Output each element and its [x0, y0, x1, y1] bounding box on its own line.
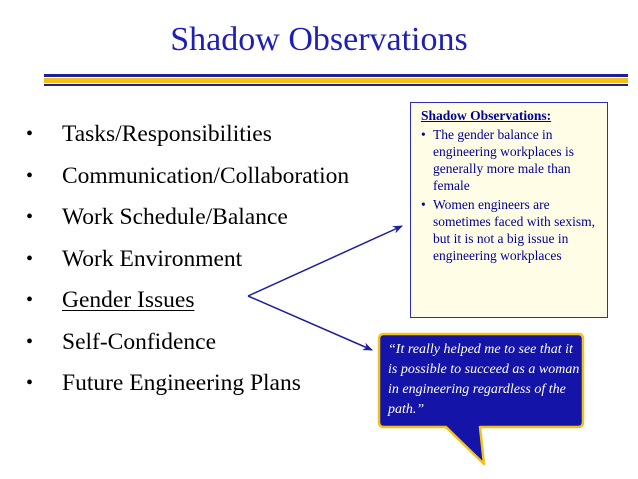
bullet-dot-icon: •: [26, 164, 34, 187]
observation-item: • The gender balance in engineering workplaces is generally more male than female: [421, 127, 574, 193]
bullet-item-gender-issues: • Gender Issues: [24, 282, 349, 324]
bullet-item: • Work Schedule/Balance: [24, 199, 349, 241]
bullet-dot-icon: •: [421, 197, 426, 212]
quote-text: “It really helped me to see that it is possible to succeed as a woman in engineering regardless of the path.”: [388, 342, 580, 417]
observations-box-title: Shadow Observations:: [421, 108, 552, 123]
observation-item: • Women engineers are sometimes faced with sexism, but it is not a big issue in engineering workplaces: [421, 197, 595, 263]
bullet-dot-icon: •: [26, 372, 34, 394]
bullet-dot-icon: •: [26, 123, 34, 145]
bullet-dot-icon: •: [26, 289, 34, 311]
bullet-item: • Communication/Collaboration: [24, 158, 349, 200]
bullet-dot-icon: •: [26, 330, 34, 353]
bullet-dot-icon: •: [421, 127, 426, 142]
arrow-to-quote: [248, 296, 372, 350]
bullet-dot-icon: •: [26, 247, 34, 270]
bullet-item: • Tasks/Responsibilities: [24, 116, 349, 158]
arrow-to-observations: [248, 226, 402, 296]
bullet-item: • Future Engineering Plans: [24, 365, 349, 407]
shadow-observations-box: [410, 102, 608, 318]
bullet-item: • Self-Confidence: [24, 324, 349, 366]
bullet-item: • Work Environment: [24, 241, 349, 283]
bullet-dot-icon: •: [26, 206, 34, 228]
slide-title: Shadow Observations: [170, 21, 468, 58]
